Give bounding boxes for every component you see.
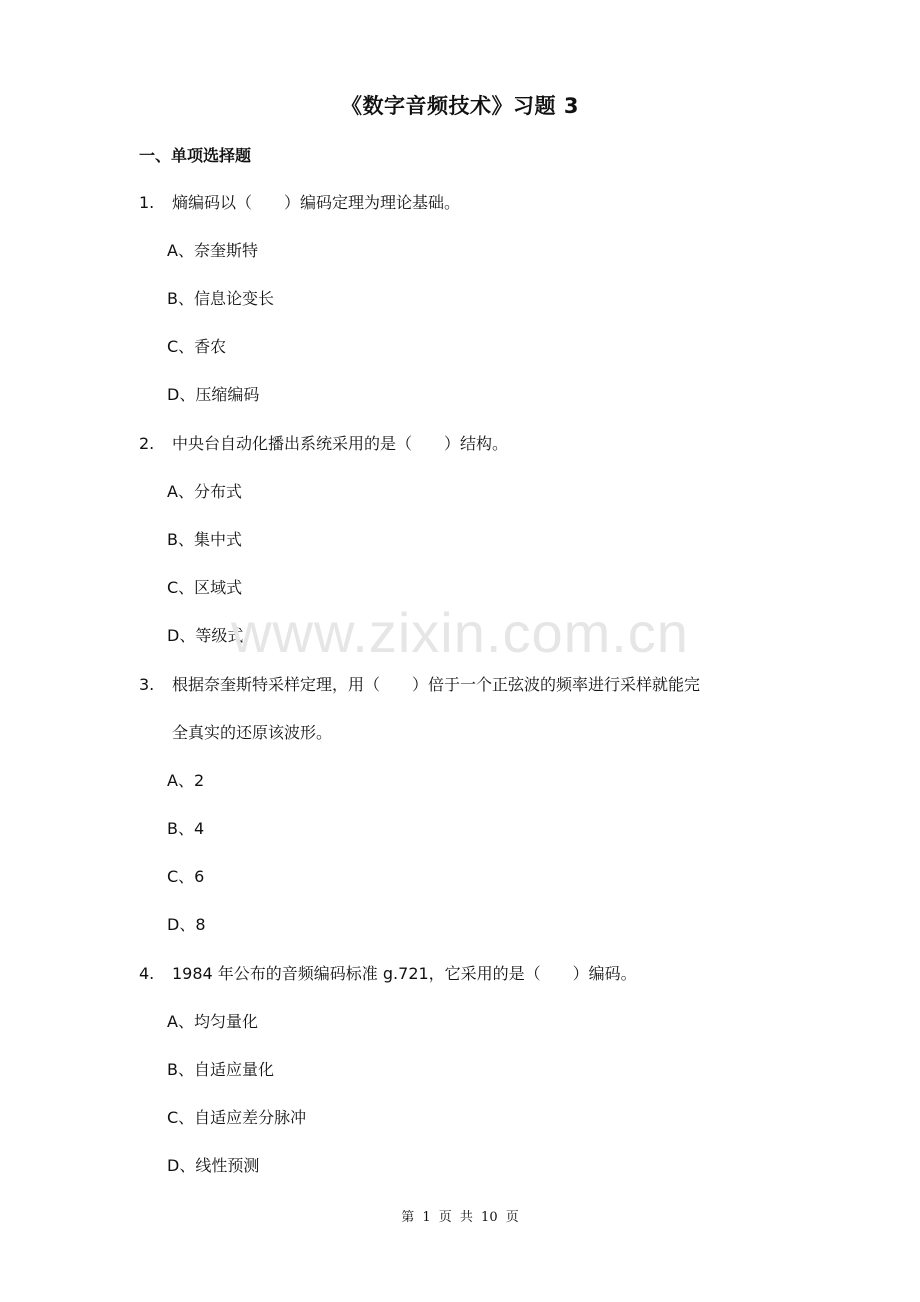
option-1a: A、奈奎斯特	[167, 241, 258, 260]
question-number: 4.	[139, 964, 155, 983]
option-3d: D、8	[167, 915, 206, 934]
question-text: 中央台自动化播出系统采用的是（ ）结构。	[172, 434, 509, 453]
option-2d: D、等级式	[167, 626, 244, 645]
question-3	[139, 673, 700, 697]
option-2a: A、分布式	[167, 482, 242, 501]
option-4d: D、线性预测	[167, 1156, 260, 1175]
document-title: 《数字音频技术》习题 3	[341, 94, 579, 118]
option-1c: C、香农	[167, 337, 227, 356]
option-1d: D、压缩编码	[167, 385, 260, 404]
question-text: 1984 年公布的音频编码标准 g.721，它采用的是（ ）编码。	[172, 964, 637, 983]
option-3c: C、6	[167, 867, 205, 886]
option-1b: B、信息论变长	[167, 289, 274, 308]
section-heading: 一、单项选择题	[139, 146, 252, 165]
option-4a: A、均匀量化	[167, 1012, 258, 1031]
option-2b: B、集中式	[167, 530, 242, 549]
question-text: 根据奈奎斯特采样定理，用（ ）倍于一个正弦波的频率进行采样就能完	[172, 675, 701, 694]
watermark: www.zixin.com.cn	[231, 601, 689, 664]
question-1	[139, 191, 460, 215]
question-4	[139, 962, 637, 986]
option-2c: C、区域式	[167, 578, 243, 597]
question-number: 2.	[139, 434, 155, 453]
question-3-continuation: 全真实的还原该波形。	[172, 723, 333, 742]
question-number: 3.	[139, 675, 155, 694]
question-number: 1.	[139, 193, 155, 212]
question-text: 熵编码以（ ）编码定理为理论基础。	[172, 193, 461, 212]
option-3a: A、2	[167, 771, 205, 790]
option-4b: B、自适应量化	[167, 1060, 274, 1079]
page-footer: 第 1 页 共 10 页	[401, 1210, 519, 1225]
option-4c: C、自适应差分脉冲	[167, 1108, 307, 1127]
question-2	[139, 432, 508, 456]
option-3b: B、4	[167, 819, 205, 838]
